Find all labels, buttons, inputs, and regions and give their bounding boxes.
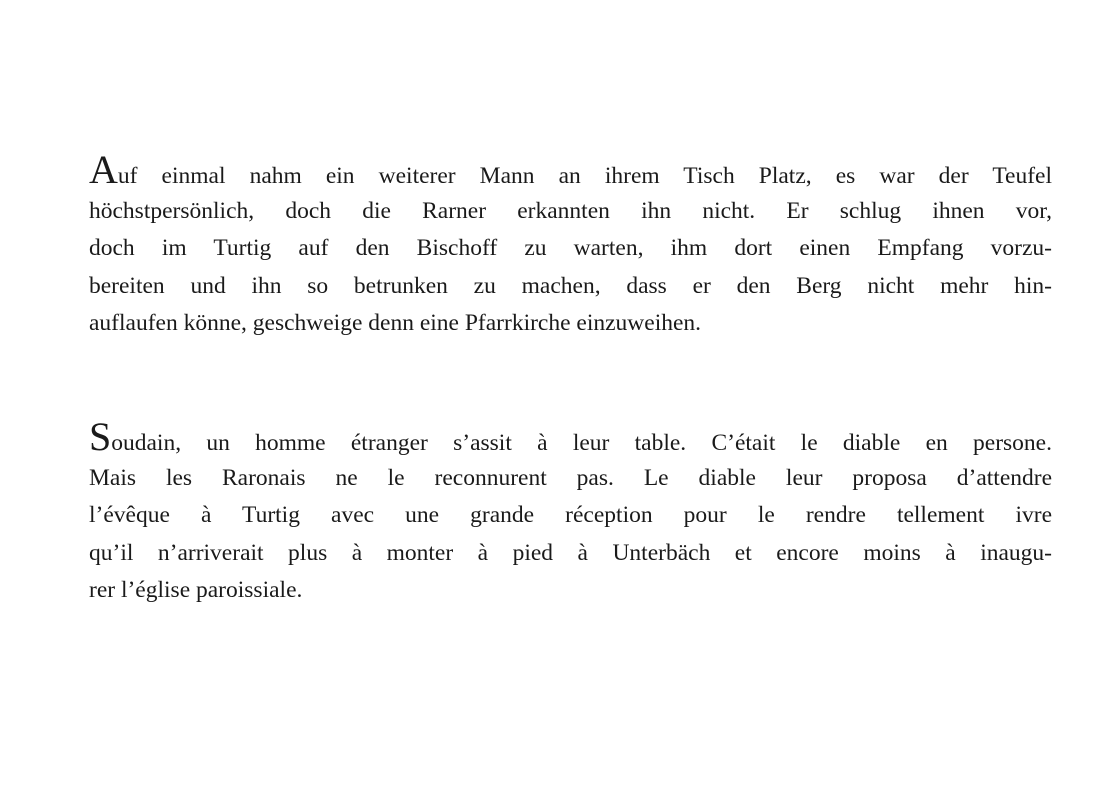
text-line: qu’il n’arriverait plus à monter à pied à Unterbäch et encore moins à inaugu- xyxy=(89,539,1052,566)
text-line xyxy=(89,147,1052,193)
paragraph-french xyxy=(89,414,1052,610)
text-line xyxy=(89,414,1052,460)
drop-cap: S xyxy=(89,414,112,459)
text-line: Mais les Raronais ne le reconnurent pas. Le diable leur proposa d’attendre xyxy=(89,464,1052,491)
drop-cap: A xyxy=(89,147,118,192)
text-line: auflaufen könne, geschweige denn eine Pfarrkirche einzuweihen. xyxy=(89,310,702,336)
line-text: uf einmal nahm ein weiterer Mann an ihrem Tisch Platz, es war der Teufel xyxy=(117,163,1052,189)
line-text: oudain, un homme étranger s’assit à leur table. C’était le diable en persone. xyxy=(111,430,1052,456)
paragraph-german xyxy=(89,147,1052,343)
text-line: rer l’église paroissiale. xyxy=(89,577,303,603)
text-line: höchstpersönlich, doch die Rarner erkannten ihn nicht. Er schlug ihnen vor, xyxy=(89,197,1052,224)
text-line: doch im Turtig auf den Bischoff zu warten, ihm dort einen Empfang vorzu- xyxy=(89,235,1052,261)
text-line: l’évêque à Turtig avec une grande réception pour le rendre tellement ivre xyxy=(89,502,1052,528)
text-line: bereiten und ihn so betrunken zu machen, dass er den Berg nicht mehr hin- xyxy=(89,272,1052,299)
